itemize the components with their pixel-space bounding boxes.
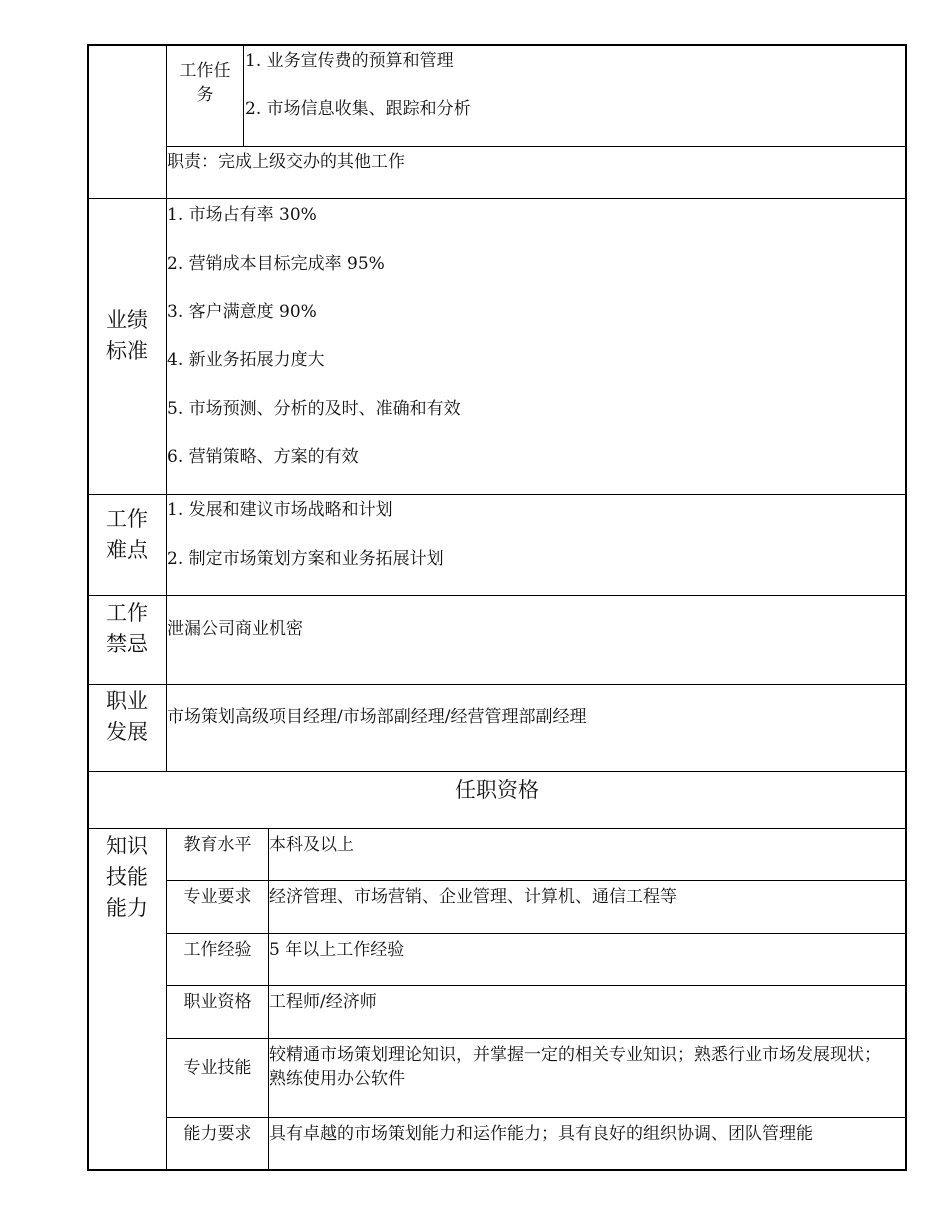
label-line: 禁忌 [106, 632, 148, 656]
label-line: 工作 [106, 601, 148, 625]
performance-item: 1. 市场占有率 30% [167, 205, 317, 225]
task-label-line: 务 [196, 85, 214, 105]
qualification-label: 职业资格 [183, 992, 252, 1012]
performance-item: 5. 市场预测、分析的及时、准确和有效 [167, 399, 461, 419]
qualification-label: 专业技能 [183, 1058, 252, 1078]
difficulty-item: 2. 制定市场策划方案和业务拓展计划 [167, 549, 444, 569]
difficulties-label [96, 504, 158, 566]
qualifications-title: 任职资格 [455, 778, 539, 802]
career-label [96, 686, 158, 748]
label-line: 能力 [106, 896, 148, 920]
taboos-label [96, 598, 158, 660]
performance-item: 6. 营销策略、方案的有效 [167, 447, 359, 467]
divider [88, 828, 906, 829]
divider [166, 880, 906, 881]
task-item: 1. 业务宣传费的预算和管理 [245, 51, 454, 71]
career-text: 市场策划高级项目经理/市场部副经理/经营管理部副经理 [167, 707, 587, 727]
label-line: 职业 [106, 689, 148, 713]
divider [88, 198, 906, 199]
divider [166, 985, 906, 986]
task-label-line: 工作任 [179, 61, 231, 81]
qualification-value: 5 年以上工作经验 [269, 940, 405, 960]
divider [88, 684, 906, 685]
duty-text: 职责：完成上级交办的其他工作 [167, 152, 405, 172]
divider [166, 933, 906, 934]
label-line: 技能 [106, 865, 148, 889]
divider [166, 1117, 906, 1118]
qualification-value: 本科及以上 [269, 835, 354, 855]
taboos-text: 泄漏公司商业机密 [167, 619, 303, 639]
performance-item: 3. 客户满意度 90% [167, 302, 317, 322]
label-line: 业绩 [106, 308, 148, 332]
divider [88, 595, 906, 596]
qualifications-group-label [96, 831, 158, 924]
divider [88, 494, 906, 495]
label-line: 难点 [106, 538, 148, 562]
label-line: 知识 [106, 834, 148, 858]
divider [166, 146, 906, 147]
label-line: 发展 [106, 720, 148, 744]
divider [166, 1038, 906, 1039]
qualification-label: 教育水平 [183, 835, 252, 855]
qualification-value: 具有卓越的市场策划能力和运作能力；具有良好的组织协调、团队管理能 [269, 1124, 813, 1144]
qualification-label: 专业要求 [183, 887, 252, 907]
divider [88, 771, 906, 772]
divider [243, 45, 244, 146]
task-item: 2. 市场信息收集、跟踪和分析 [245, 99, 471, 119]
performance-item: 2. 营销成本目标完成率 95% [167, 254, 385, 274]
difficulty-item: 1. 发展和建议市场战略和计划 [167, 500, 393, 520]
performance-item: 4. 新业务拓展力度大 [167, 350, 325, 370]
performance-label [96, 305, 158, 367]
label-line: 标准 [106, 339, 148, 363]
qualification-value: 经济管理、市场营销、企业管理、计算机、通信工程等 [269, 887, 677, 907]
task-label [167, 59, 243, 107]
qualification-label: 工作经验 [183, 940, 252, 960]
qualification-value: 工程师/经济师 [269, 992, 377, 1012]
qualification-value: 较精通市场策划理论知识，并掌握一定的相关专业知识；熟悉行业市场发展现状；熟练使用办公软件 [269, 1045, 881, 1089]
qualification-label: 能力要求 [183, 1124, 252, 1144]
label-line: 工作 [106, 507, 148, 531]
